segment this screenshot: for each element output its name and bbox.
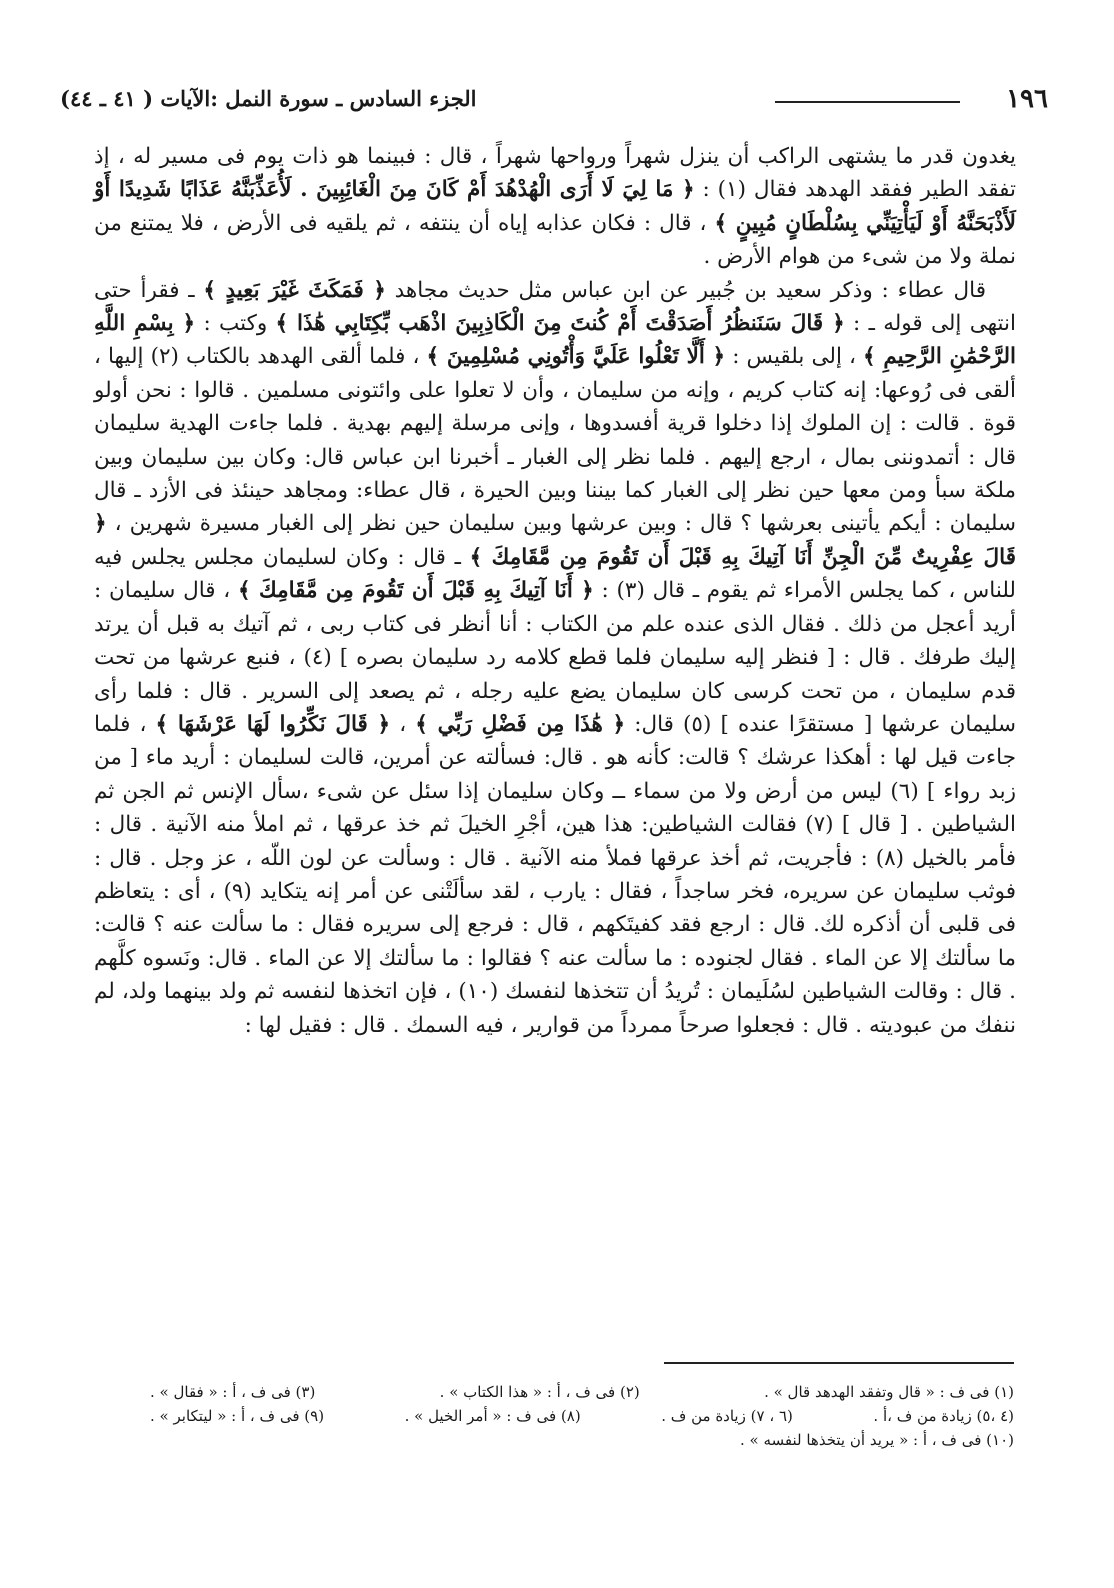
text-segment: ، فلما ألقى الهدهد بالكتاب: [178, 344, 427, 370]
quran-verse: ﴿ مَا لِيَ لَا أَرَى الْهُدْهُدَ أَمْ كَانَ مِنَ الْغَائِبِينَ . لَأُعَذِّبَنَّهُ عَذَابًا شَدِيدًا أَوْ لَأَذْبَحَنَّهُ أَوْ لَيَأْتِيَنِّي بِسُلْطَانٍ مُبِينٍ ﴾: [94, 177, 1016, 236]
text-segment: (٥): [683, 711, 712, 737]
quran-verse: ﴿ بِسْمِ اللَّهِ الرَّحْمَٰنِ الرَّحِيمِ ﴾: [94, 311, 1016, 370]
quran-verse: ﴿ قَالَ عِفْرِيتٌ مِّنَ الْجِنِّ أَنَا آتِيكَ بِهِ قَبْلَ أَن تَقُومَ مِن مَّقَامِكَ ﴾: [94, 511, 1016, 570]
text-segment: يغدون قدر ما يشتهى الراكب أن ينزل شهراً ورواحها شهراً ، قال : فبينما هو ذات يوم فى مسير له ، إذ تفقد الطير ففقد الهدهد فقال: [94, 144, 1016, 203]
quran-verse: ﴿ أَلَّا تَعْلُوا عَلَيَّ وَأْتُونِي مُسْلِمِينَ ﴾: [426, 344, 726, 370]
text-segment: ـ فقرأ حتى انتهى إلى قوله ـ :: [94, 277, 1016, 337]
text-segment: ،: [390, 711, 416, 737]
footnote-row: [150, 1428, 1014, 1452]
page-number: ١٩٦: [1006, 84, 1048, 114]
text-segment: :: [694, 177, 718, 203]
footnote: (٤ ،٥) زيادة من ف ،أ .: [873, 1407, 1014, 1425]
text-segment: ـ قال : وكان لسليمان مجلس يجلس فيه للناس ، كما يجلس الأمراء ثم يقوم ـ قال: [94, 544, 1016, 604]
text-segment: ، قال : فكان عذابه إياه أن ينتفه ، ثم يلقيه فى الأرض ، فلا يمتنع من نملة ولا من شىء من هوام الأرض .: [94, 210, 1016, 270]
footnote-row: [150, 1404, 1014, 1428]
header-rule: [775, 101, 960, 103]
footnote: (٦ ، ٧) زيادة من ف .: [661, 1407, 793, 1425]
quran-verse: ﴿ قَالَ سَنَنظُرُ أَصَدَقْتَ أَمْ كُنتَ مِنَ الْكَاذِبِينَ اذْهَب بِّكِتَابِي هَٰذَا ﴾: [275, 311, 845, 337]
footnote: (٢) فى ف ، أ : « هذا الكتاب » .: [439, 1383, 640, 1401]
text-segment: ، إلى بلقيس :: [725, 344, 863, 370]
text-segment: (٧): [805, 812, 834, 838]
text-segment: : فأجريت، ثم أخذ عرقها فملأ منه الآنية . قال : وسألت عن لون اللّه ، عز وجل . قال : فوثب سليمان عن سريره، فخر ساجداً ، فقال : يارب ، لقد سألَتْنى عن أمر إنه يتكايد: [94, 845, 1016, 904]
quran-verse: ﴿ فَمَكَثَ غَيْرَ بَعِيدٍ ﴾: [203, 277, 386, 303]
running-title: الجزء السادس ـ سورة النمل :الآيات ( ٤١ ـ ٤٤): [60, 86, 477, 111]
text-segment: قال:: [625, 711, 684, 737]
text-segment: ، فلما جاءت قيل لها : أهكذا عرشك ؟ قالت: كأنه هو . قال: فسألته عن أمرين، قالت لسليمان : أريد ماء [ من زبد رواء ]: [94, 711, 1016, 804]
paragraph: [94, 140, 1016, 274]
text-segment: إليها ، ألقى فى رُوعها: إنه كتاب كريم ، وإنه من سليمان ، وأن لا تعلوا على وائتونى مسلمين . قالوا : نحن أولو قوة . قالت : إن الملوك إذا دخلوا قرية أفسدوها ، وإنى مرسلة إليهم بهدية . فلما جاءت الهدية سليمان قال : أتمدوننى بمال ، ارجع إليهم . فلما نظر إلى الغبار ـ أخبرنا ابن عباس قال: وكان بين سليمان وبين ملكة سبأ ومن معها حين نظر إلى الغبار كما بيننا وبين الحيرة ، قال عطاء: ومجاهد حينئذ فى الأزد ـ قال سليمان : أيكم يأتينى بعرشها ؟ قال : وبين عرشها وبين سليمان حين نظر إلى الغبار مسيرة شهرين ،: [94, 344, 1016, 537]
text-segment: (٨): [875, 845, 905, 871]
quran-verse: ﴿ قَالَ نَكِّرُوا لَهَا عَرْشَهَا ﴾: [155, 711, 391, 737]
text-segment: :: [593, 578, 617, 604]
text-segment: قال عطاء : وذكر سعيد بن جُبير عن ابن عباس مثل حديث مجاهد: [385, 277, 986, 303]
quran-verse: ﴿ هَٰذَا مِن فَضْلِ رَبِّي ﴾: [415, 711, 626, 737]
text-segment: ، أى : يتعاظم فى قلبى أن أذكره لك. قال : ارجع فقد كفيتَكهم ، قال : فرجع إلى سريره فقال : ما سألت عنه ؟ قالت: ما سألتك إلا عن الماء . فقال لجنوده : ما سألت عنه ؟ فقالوا : ما سألتك إلا عن الماء . قال: ونَسوه كلَّهم . قال : وقالت الشياطين لسُلَيمان : تُريدُ أن تتخذها لنفسك: [94, 878, 1016, 1005]
text-segment: فقالت الشياطين: هذا هين، أجْرِ الخيلَ ثم خذ عرقها ، ثم املأ منه الآنية . قال : فأمر بالخيل: [94, 812, 1016, 871]
footnote: (٨) فى ف : « أمر الخيل » .: [404, 1407, 581, 1425]
footnote: (١٠) فى ف ، أ : « يريد أن يتخذها لنفسه » .: [740, 1431, 1014, 1449]
text-segment: وكتب :: [195, 311, 276, 337]
body-text: [94, 140, 1016, 1042]
footnotes: [150, 1380, 1014, 1452]
text-segment: (٤): [303, 645, 332, 671]
text-segment: (١): [717, 177, 746, 203]
footnote: (١) فى ف : « قال وتفقد الهدهد قال » .: [764, 1383, 1014, 1401]
text-segment: (٢): [150, 344, 179, 370]
text-segment: ، فنبع عرشها من تحت قدم سليمان ، من تحت كرسى كان سليمان يضع عليه رجله ، ثم يصعد إلى السرير . قال : فلما رأى سليمان عرشها [ مستقرًا عنده ]: [94, 645, 1017, 737]
paragraph: [94, 274, 1016, 1042]
footnote-rule: [664, 1362, 1014, 1364]
quran-verse: ﴿ أَنَا آتِيكَ بِهِ قَبْلَ أَن تَقُومَ مِن مَّقَامِكَ ﴾: [237, 578, 594, 604]
text-segment: (٦): [890, 778, 919, 804]
running-header: [60, 84, 1048, 118]
footnote-row: [150, 1380, 1014, 1404]
text-segment: (١٠): [458, 979, 499, 1005]
text-segment: ، قال سليمان : أريد أعجل من ذلك . فقال الذى عنده علم من الكتاب : أنا أنظر فى كتاب ربى ، ثم آتيك به قبل أن يرتد إليك طرفك . قال : [ فنظر إليه سليمان فلما قطع كلامه رد سليمان بصره ]: [94, 578, 1016, 671]
text-segment: (٣): [616, 578, 645, 604]
text-segment: (٩): [223, 878, 252, 904]
footnote: (٣) فى ف ، أ : « فقال » .: [150, 1383, 316, 1401]
text-segment: ، فإن اتخذها لنفسه ثم ولد بينهما ولد، لم ننفك من عبوديته . قال : فجعلوا صرحاً ممرداً من قوارير ، فيه السمك . قال : فقيل لها :: [94, 979, 1016, 1038]
footnote: (٩) فى ف ، أ : « ليتكابر » .: [150, 1407, 325, 1425]
text-segment: ليس من أرض ولا من سماء ــ وكان سليمان إذا سئل عن شىء ،سأل الإنس ثم الجن ثم الشياطين . [ قال ]: [94, 778, 1016, 838]
